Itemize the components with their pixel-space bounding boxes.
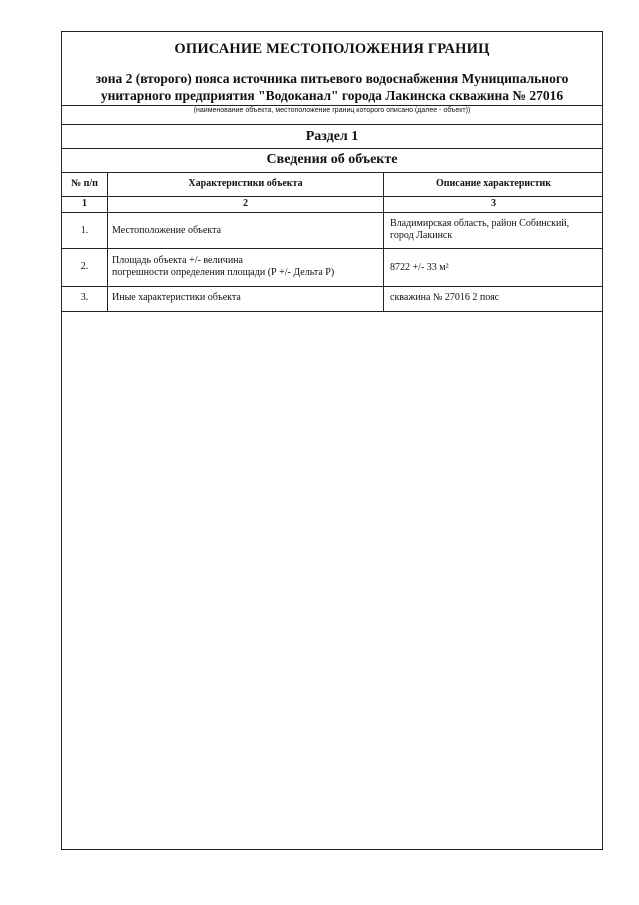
row-1-description [390, 218, 602, 242]
subtitle-underline [62, 105, 602, 106]
table-header-border [62, 196, 602, 197]
header-number: № п/п [71, 178, 98, 189]
row-2-description: 8722 +/- 33 м² [390, 262, 449, 273]
row-3-characteristic: Иные характеристики объекта [112, 292, 241, 303]
section-title: Раздел 1 [305, 129, 359, 144]
object-heading: Сведения об объекте [266, 152, 398, 167]
table-bottom-border [62, 311, 602, 312]
subtitle-line-2: унитарного предприятия "Водоканал" города Лакинска скважина № 27016 [100, 88, 564, 103]
row-1-number: 1. [80, 225, 89, 236]
header-description: Описание характеристик [435, 178, 552, 189]
divider-section [62, 148, 602, 149]
row-1-description-line-1: Владимирская область, район Собинский, [390, 218, 570, 229]
document-frame [61, 31, 603, 850]
row-1-characteristic: Местоположение объекта [112, 225, 222, 236]
row-2-characteristic-line-1: Площадь объекта +/- величина [112, 255, 243, 266]
document-subtitle [62, 70, 602, 104]
table-column-divider-1 [107, 172, 108, 311]
document-caption: (наименование объекта, местоположение границ которого описано (далее - объект)) [193, 107, 471, 114]
row-2-number: 2. [80, 261, 89, 272]
row-2-characteristic [112, 255, 380, 279]
table-top-border [62, 172, 602, 173]
column-number-2: 2 [243, 198, 248, 209]
table-row-1-border [62, 248, 602, 249]
table-row-2-border [62, 286, 602, 287]
column-number-1: 1 [82, 198, 87, 209]
row-3-number: 3. [80, 292, 89, 303]
divider-top [62, 124, 602, 125]
row-3-description: скважина № 27016 2 пояс [390, 292, 500, 303]
row-1-description-line-2: город Лакинск [390, 230, 453, 241]
table-column-divider-2 [383, 172, 384, 311]
column-number-3: 3 [491, 198, 496, 209]
table-numbers-border [62, 212, 602, 213]
row-2-characteristic-line-2: погрешности определения площади (Р +/- Дельта Р) [112, 267, 335, 278]
subtitle-line-1: зона 2 (второго) пояса источника питьевого водоснабжения Муниципального [95, 71, 569, 86]
header-characteristic: Характеристики объекта [188, 178, 303, 189]
document-title: ОПИСАНИЕ МЕСТОПОЛОЖЕНИЯ ГРАНИЦ [174, 41, 490, 57]
